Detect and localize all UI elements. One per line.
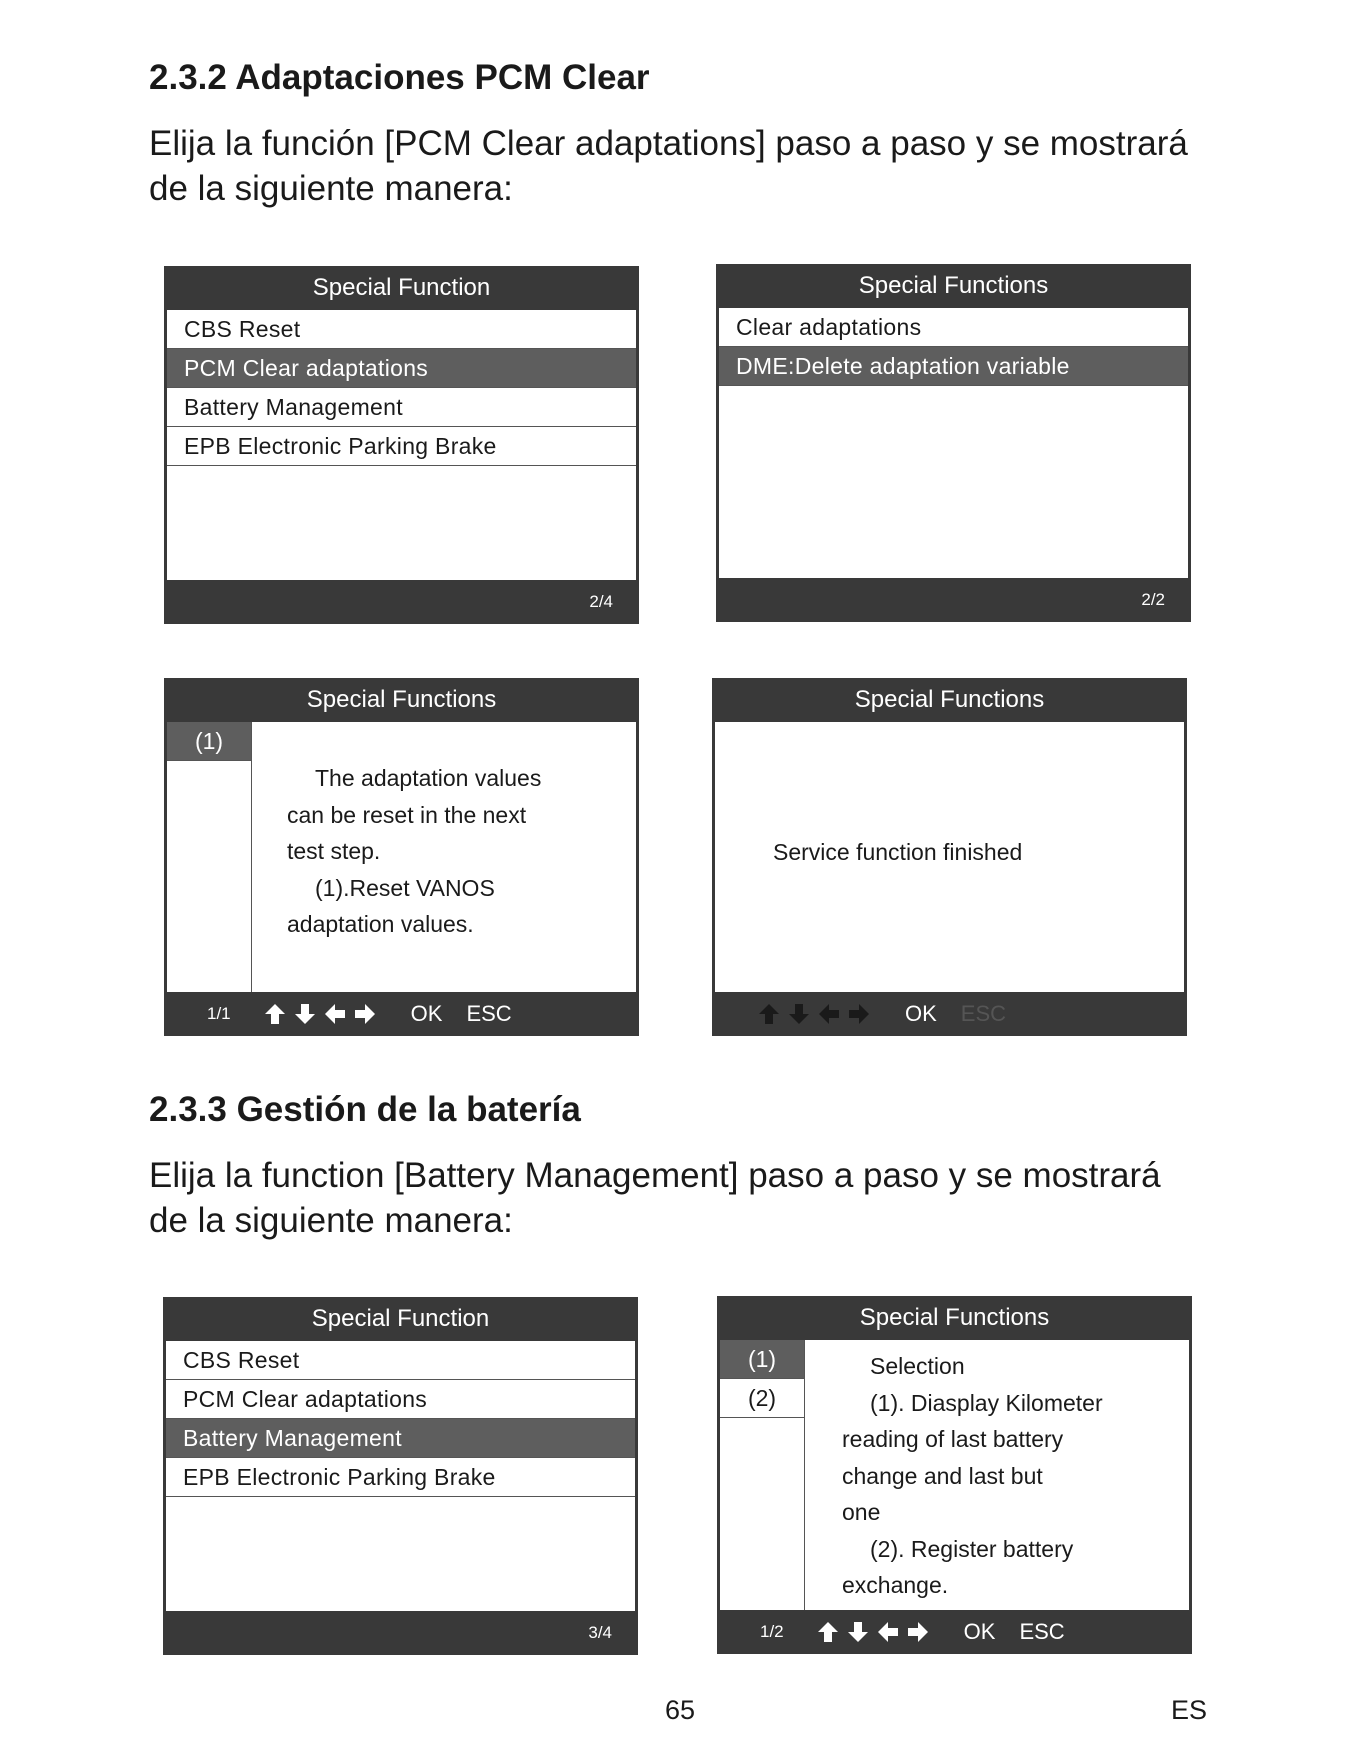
selection-column	[167, 722, 252, 992]
esc-button[interactable]: ESC	[960, 1001, 1007, 1026]
paragraph-line: Elija la función [PCM Clear adaptations] paso a paso y se mostrará	[149, 124, 1188, 163]
message-text	[287, 760, 626, 943]
message-text	[842, 1348, 1179, 1604]
page-number: 65	[665, 1695, 696, 1725]
message-line: change and last but	[842, 1462, 1043, 1489]
menu-item-dme-delete-adaptation[interactable]: DME:Delete adaptation variable	[719, 347, 1188, 386]
screen-title: Special Functions	[854, 686, 1045, 713]
arrow-up-icon[interactable]	[816, 1620, 840, 1644]
selection-column	[720, 1340, 805, 1610]
arrow-up-icon[interactable]	[757, 1002, 781, 1026]
message-line: exchange.	[842, 1572, 949, 1598]
arrow-right-icon[interactable]	[906, 1620, 930, 1644]
arrow-left-icon[interactable]	[817, 1002, 841, 1026]
screen-special-function-1	[164, 266, 639, 624]
message-line: adaptation values.	[287, 911, 474, 937]
page-indicator: 1/1	[207, 1004, 231, 1023]
menu-item-cbs-reset[interactable]: CBS Reset	[166, 1341, 635, 1380]
menu-item-cbs-reset[interactable]: CBS Reset	[167, 310, 636, 349]
arrow-left-icon[interactable]	[876, 1620, 900, 1644]
message-line: can be reset in the next	[287, 801, 527, 828]
esc-button[interactable]: ESC	[1019, 1619, 1065, 1644]
arrow-down-icon[interactable]	[846, 1620, 870, 1644]
screen-title: Special Functions	[306, 686, 497, 713]
selection-item-2[interactable]: (2)	[720, 1379, 804, 1418]
paragraph-line: Elija la function [Battery Management] paso a paso y se mostrará	[149, 1156, 1161, 1195]
paragraph-line: de la siguiente manera:	[149, 169, 513, 208]
screen-footer	[717, 1610, 1192, 1654]
screen-footer	[164, 580, 639, 624]
menu-list	[719, 308, 1188, 578]
navigation-bar	[207, 992, 512, 1036]
selection-item-1[interactable]: (1)	[167, 722, 251, 761]
esc-button[interactable]: ESC	[466, 1001, 512, 1026]
menu-item-epb[interactable]: EPB Electronic Parking Brake	[166, 1458, 635, 1497]
screen-special-function-5	[163, 1297, 638, 1655]
menu-item-battery-management[interactable]: Battery Management	[167, 388, 636, 427]
message-panel	[720, 1340, 1189, 1610]
message-panel	[715, 722, 1184, 992]
language-code: ES	[1171, 1695, 1208, 1725]
screen-title: Special Function	[311, 1305, 490, 1332]
menu-item-epb[interactable]: EPB Electronic Parking Brake	[167, 427, 636, 466]
message-text: Service function finished	[773, 839, 1023, 865]
ok-button[interactable]: OK	[905, 1001, 937, 1026]
menu-list	[166, 1341, 635, 1611]
message-line: reading of last battery	[842, 1426, 1064, 1452]
screen-title: Special Functions	[858, 272, 1049, 299]
screen-title: Special Functions	[859, 1304, 1050, 1331]
screen-footer	[164, 992, 639, 1036]
page-indicator: 3/4	[588, 1623, 612, 1642]
message-line: Selection	[870, 1353, 965, 1379]
menu-list	[167, 310, 636, 580]
page-indicator: 1/2	[760, 1622, 784, 1641]
screen-footer	[712, 992, 1187, 1036]
screen-special-functions-3	[164, 678, 639, 1036]
arrow-right-icon[interactable]	[847, 1002, 871, 1026]
arrow-right-icon[interactable]	[353, 1002, 377, 1026]
screen-title: Special Function	[312, 274, 491, 301]
menu-item-battery-management[interactable]: Battery Management	[166, 1419, 635, 1458]
ok-button[interactable]: OK	[963, 1619, 996, 1644]
arrow-down-icon[interactable]	[787, 1002, 811, 1026]
ok-button[interactable]: OK	[410, 1001, 443, 1026]
message-line: test step.	[287, 838, 381, 864]
menu-item-pcm-clear-adaptations[interactable]: PCM Clear adaptations	[166, 1380, 635, 1419]
screen-special-functions-4	[712, 678, 1187, 1036]
screen-footer	[163, 1611, 638, 1655]
message-line: (2). Register battery	[870, 1535, 1074, 1562]
page-indicator: 2/4	[589, 592, 613, 611]
arrow-down-icon[interactable]	[293, 1002, 317, 1026]
section-paragraph-battery	[149, 1153, 1259, 1243]
paragraph-line: de la siguiente manera:	[149, 1201, 513, 1240]
selection-item-1[interactable]: (1)	[720, 1340, 804, 1379]
navigation-bar	[757, 992, 1006, 1036]
message-line: one	[842, 1499, 881, 1525]
section-heading-pcm: 2.3.2 Adaptaciones PCM Clear	[149, 58, 650, 97]
menu-item-clear-adaptations[interactable]: Clear adaptations	[719, 308, 1188, 347]
message-panel	[167, 722, 636, 992]
section-heading-battery: 2.3.3 Gestión de la batería	[149, 1090, 581, 1129]
page-indicator: 2/2	[1141, 590, 1165, 609]
screen-special-functions-6	[717, 1296, 1192, 1654]
arrow-left-icon[interactable]	[323, 1002, 347, 1026]
message-line: (1). Diasplay Kilometer	[870, 1389, 1103, 1416]
screen-footer	[716, 578, 1191, 622]
navigation-bar	[760, 1610, 1065, 1654]
message-line: The adaptation values	[315, 765, 542, 791]
menu-item-pcm-clear-adaptations[interactable]: PCM Clear adaptations	[167, 349, 636, 388]
section-paragraph-pcm	[149, 121, 1259, 211]
arrow-up-icon[interactable]	[263, 1002, 287, 1026]
screen-special-functions-2	[716, 264, 1191, 622]
message-line: (1).Reset VANOS	[315, 874, 495, 901]
